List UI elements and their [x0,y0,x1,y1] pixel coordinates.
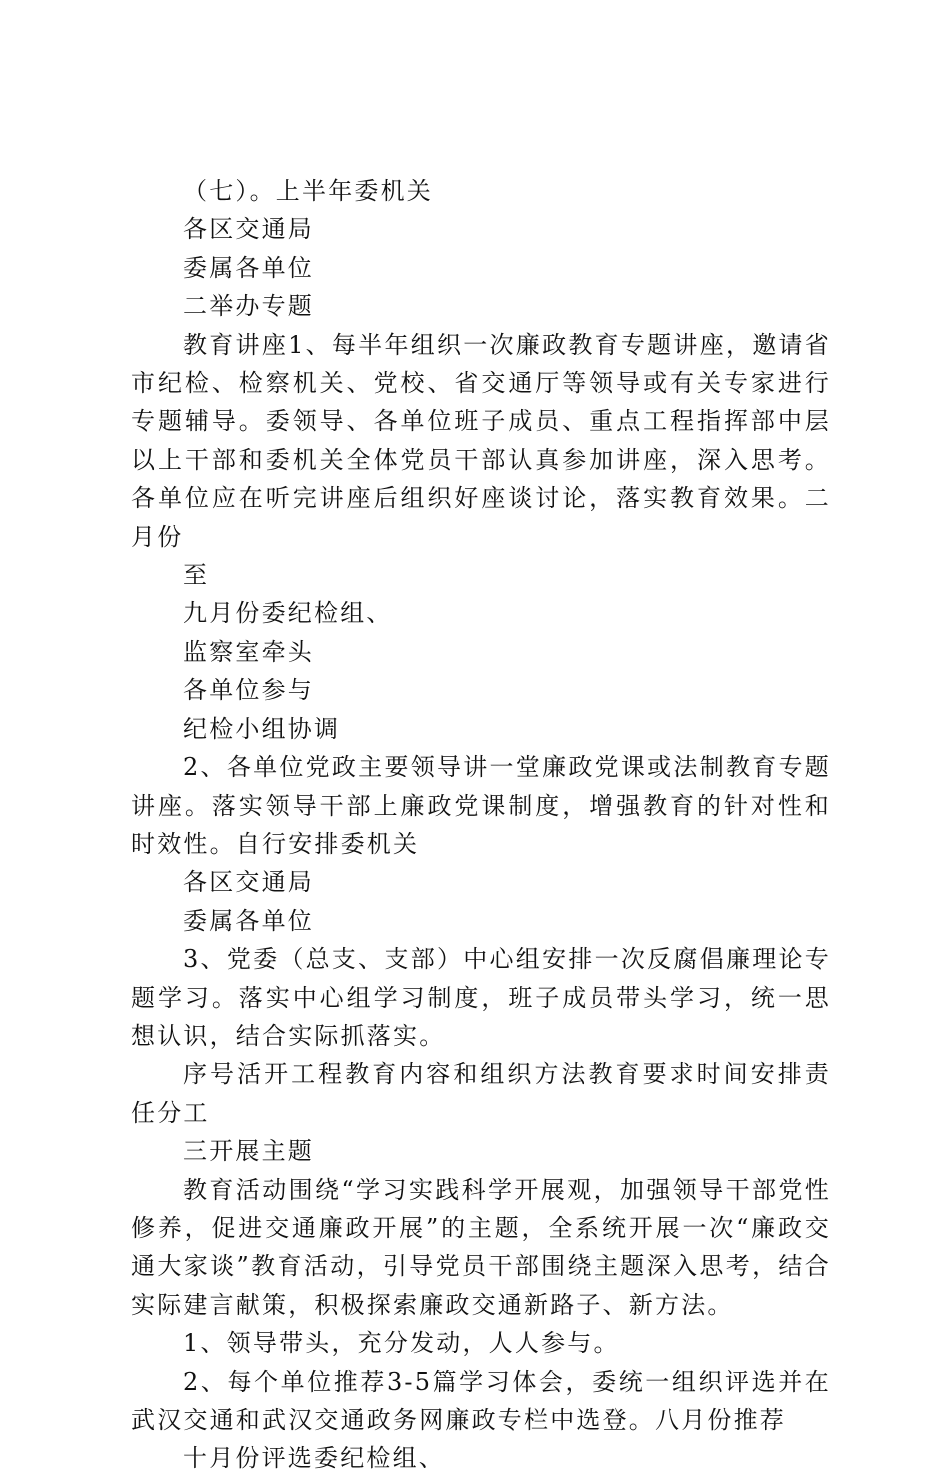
paragraph: 教育讲座1、每半年组织一次廉政教育专题讲座，邀请省市纪检、检察机关、党校、省交通厅等领导或有关专家进行专题辅导。委领导、各单位班子成员、重点工程指挥部中层以上干部和委机关全体党员干部认真参加讲座，深入思考。各单位应在听完讲座后组织好座谈讨论，落实教育效果。二月份 [131,330,831,551]
paragraph: 委属各单位 [183,906,314,935]
paragraph: 2、各单位党政主要领导讲一堂廉政党课或法制教育专题讲座。落实领导干部上廉政党课制度，增强教育的针对性和时效性。自行安排委机关 [131,753,831,858]
paragraph: 监察室牵头 [183,637,314,666]
paragraph: 1、领导带头，充分发动，人人参与。 [183,1329,620,1358]
document-body [131,172,831,1478]
paragraph: 十月份评选委纪检组、 [183,1444,445,1473]
paragraph: 三开展主题 [183,1137,314,1166]
paragraph: 各单位参与 [183,676,314,705]
paragraph: 九月份委纪检组、 [183,599,393,628]
paragraph: 至 [183,561,210,590]
paragraph: 委属各单位 [183,253,314,282]
paragraph: 纪检小组协调 [183,714,341,743]
paragraph: 序号活开工程教育内容和组织方法教育要求时间安排责任分工 [131,1060,831,1127]
paragraph: 教育活动围绕“学习实践科学开展观，加强领导干部党性修养，促进交通廉政开展”的主题，全系统开展一次“廉政交通大家谈”教育活动，引导党员干部围绕主题深入思考，结合实际建言献策，积极探索廉政交通新路子、新方法。 [131,1175,831,1319]
paragraph: （七）。上半年委机关 [183,177,433,205]
paragraph: 各区交通局 [183,868,314,897]
paragraph: 二举办专题 [183,292,314,321]
paragraph: 各区交通局 [183,215,314,244]
paragraph: 2、每个单位推荐3-5篇学习体会，委统一组织评选并在武汉交通和武汉交通政务网廉政专栏中选登。八月份推荐 [131,1367,831,1434]
paragraph: 3、党委（总支、支部）中心组安排一次反腐倡廉理论专题学习。落实中心组学习制度，班子成员带头学习，统一思想认识，结合实际抓落实。 [131,945,831,1050]
